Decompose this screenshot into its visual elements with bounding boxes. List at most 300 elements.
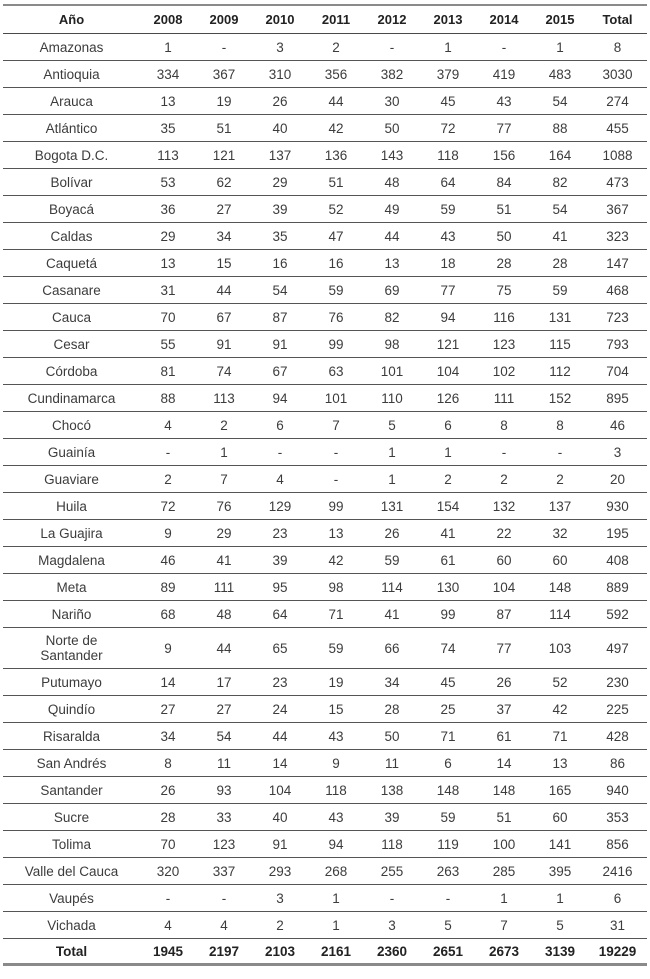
row-label-department: Chocó bbox=[3, 412, 140, 439]
data-cell: 29 bbox=[140, 223, 196, 250]
data-cell: 88 bbox=[140, 385, 196, 412]
data-cell: 2 bbox=[252, 912, 308, 939]
data-cell: 82 bbox=[532, 169, 588, 196]
table-row bbox=[3, 223, 647, 250]
data-cell: 28 bbox=[140, 804, 196, 831]
data-cell: 2 bbox=[140, 466, 196, 493]
data-cell: 164 bbox=[532, 142, 588, 169]
data-cell: 50 bbox=[364, 723, 420, 750]
table-row bbox=[3, 628, 647, 669]
data-cell: 18 bbox=[420, 250, 476, 277]
row-total-cell: 723 bbox=[588, 304, 647, 331]
row-total-cell: 408 bbox=[588, 547, 647, 574]
row-total-cell: 473 bbox=[588, 169, 647, 196]
column-header: 2014 bbox=[489, 12, 519, 27]
data-cell: 9 bbox=[140, 520, 196, 547]
data-cell: 156 bbox=[476, 142, 532, 169]
data-cell: 126 bbox=[420, 385, 476, 412]
data-cell: 6 bbox=[420, 750, 476, 777]
data-cell: 1 bbox=[364, 466, 420, 493]
data-cell: 44 bbox=[196, 277, 252, 304]
column-header: 2009 bbox=[209, 12, 239, 27]
table-row bbox=[3, 601, 647, 628]
data-cell: 131 bbox=[532, 304, 588, 331]
data-cell: 16 bbox=[252, 250, 308, 277]
data-cell: 7 bbox=[476, 912, 532, 939]
data-cell: 5 bbox=[420, 912, 476, 939]
data-cell: 367 bbox=[196, 61, 252, 88]
data-cell: 8 bbox=[532, 412, 588, 439]
data-cell: 59 bbox=[364, 547, 420, 574]
data-cell: 94 bbox=[252, 385, 308, 412]
row-total-cell: 323 bbox=[588, 223, 647, 250]
data-cell: 41 bbox=[196, 547, 252, 574]
data-cell: 76 bbox=[196, 493, 252, 520]
total-row bbox=[3, 939, 647, 965]
data-cell: 19 bbox=[196, 88, 252, 115]
data-cell: 64 bbox=[252, 601, 308, 628]
data-cell: 2 bbox=[196, 412, 252, 439]
table-row bbox=[3, 61, 647, 88]
data-cell: 32 bbox=[532, 520, 588, 547]
data-cell: 82 bbox=[364, 304, 420, 331]
data-cell: 13 bbox=[140, 250, 196, 277]
table-row bbox=[3, 885, 647, 912]
data-cell: 129 bbox=[252, 493, 308, 520]
table-row bbox=[3, 493, 647, 520]
data-cell: 39 bbox=[252, 547, 308, 574]
data-cell: 1 bbox=[420, 34, 476, 61]
data-cell: 22 bbox=[476, 520, 532, 547]
data-cell: - bbox=[140, 439, 196, 466]
data-cell: 15 bbox=[308, 696, 364, 723]
data-cell: 337 bbox=[196, 858, 252, 885]
data-cell: 51 bbox=[476, 804, 532, 831]
row-total-cell: 3 bbox=[588, 439, 647, 466]
data-cell: 33 bbox=[196, 804, 252, 831]
data-cell: 5 bbox=[364, 412, 420, 439]
data-cell: 1 bbox=[420, 439, 476, 466]
data-cell: 113 bbox=[140, 142, 196, 169]
data-cell: 1 bbox=[532, 34, 588, 61]
data-cell: 154 bbox=[420, 493, 476, 520]
data-cell: 137 bbox=[532, 493, 588, 520]
data-cell: 87 bbox=[476, 601, 532, 628]
data-cell: 43 bbox=[308, 723, 364, 750]
grand-total-cell: 19229 bbox=[588, 939, 647, 965]
data-cell: - bbox=[364, 34, 420, 61]
data-cell: 28 bbox=[476, 250, 532, 277]
data-cell: 310 bbox=[252, 61, 308, 88]
row-label-department: Nariño bbox=[3, 601, 140, 628]
data-cell: 53 bbox=[140, 169, 196, 196]
year-total-cell: 2161 bbox=[308, 939, 364, 965]
table-header bbox=[3, 5, 647, 34]
data-cell: 123 bbox=[196, 831, 252, 858]
row-label-department: Bolívar bbox=[3, 169, 140, 196]
table-footer bbox=[3, 939, 647, 965]
data-cell: 4 bbox=[140, 412, 196, 439]
column-header: Total bbox=[602, 12, 633, 27]
data-cell: 131 bbox=[364, 493, 420, 520]
data-cell: 9 bbox=[308, 750, 364, 777]
row-total-cell: 8 bbox=[588, 34, 647, 61]
data-cell: 148 bbox=[532, 574, 588, 601]
data-cell: 2 bbox=[308, 34, 364, 61]
row-label-department: Arauca bbox=[3, 88, 140, 115]
data-cell: 50 bbox=[476, 223, 532, 250]
table-row bbox=[3, 250, 647, 277]
data-cell: 99 bbox=[420, 601, 476, 628]
data-cell: 44 bbox=[364, 223, 420, 250]
row-total-cell: 704 bbox=[588, 358, 647, 385]
data-cell: 24 bbox=[252, 696, 308, 723]
data-cell: 141 bbox=[532, 831, 588, 858]
data-cell: 114 bbox=[364, 574, 420, 601]
data-cell: 88 bbox=[532, 115, 588, 142]
data-cell: 1 bbox=[476, 885, 532, 912]
table-row bbox=[3, 723, 647, 750]
data-cell: 71 bbox=[532, 723, 588, 750]
row-total-cell: 31 bbox=[588, 912, 647, 939]
data-cell: 43 bbox=[420, 223, 476, 250]
data-cell: 121 bbox=[420, 331, 476, 358]
row-label-department: Antioquia bbox=[3, 61, 140, 88]
data-cell: 27 bbox=[196, 196, 252, 223]
data-cell: 59 bbox=[420, 804, 476, 831]
data-cell: 16 bbox=[308, 250, 364, 277]
row-total-cell: 147 bbox=[588, 250, 647, 277]
data-cell: 102 bbox=[476, 358, 532, 385]
data-cell: 14 bbox=[476, 750, 532, 777]
data-cell: 91 bbox=[196, 331, 252, 358]
data-cell: 54 bbox=[252, 277, 308, 304]
data-cell: - bbox=[252, 439, 308, 466]
data-cell: 25 bbox=[420, 696, 476, 723]
data-cell: 4 bbox=[196, 912, 252, 939]
data-cell: 112 bbox=[532, 358, 588, 385]
data-cell: 130 bbox=[420, 574, 476, 601]
row-label-department: Guaviare bbox=[3, 466, 140, 493]
data-cell: 93 bbox=[196, 777, 252, 804]
data-cell: 59 bbox=[532, 277, 588, 304]
data-cell: 148 bbox=[420, 777, 476, 804]
data-cell: 65 bbox=[252, 628, 308, 669]
year-total-cell: 3139 bbox=[532, 939, 588, 965]
data-cell: 26 bbox=[140, 777, 196, 804]
row-total-cell: 940 bbox=[588, 777, 647, 804]
row-label-department: Bogota D.C. bbox=[3, 142, 140, 169]
data-cell: 13 bbox=[532, 750, 588, 777]
year-total-cell: 2673 bbox=[476, 939, 532, 965]
data-cell: 165 bbox=[532, 777, 588, 804]
row-label-department: Putumayo bbox=[3, 669, 140, 696]
data-cell: 87 bbox=[252, 304, 308, 331]
table-row bbox=[3, 466, 647, 493]
data-cell: 41 bbox=[532, 223, 588, 250]
data-cell: 13 bbox=[364, 250, 420, 277]
data-cell: 70 bbox=[140, 831, 196, 858]
data-cell: 11 bbox=[196, 750, 252, 777]
data-cell: 70 bbox=[140, 304, 196, 331]
year-total-cell: 2197 bbox=[196, 939, 252, 965]
data-cell: 40 bbox=[252, 804, 308, 831]
data-cell: 46 bbox=[140, 547, 196, 574]
data-cell: 138 bbox=[364, 777, 420, 804]
column-header: 2013 bbox=[433, 12, 463, 27]
data-cell: 118 bbox=[420, 142, 476, 169]
data-cell: 17 bbox=[196, 669, 252, 696]
data-cell: 356 bbox=[308, 61, 364, 88]
data-cell: - bbox=[364, 885, 420, 912]
data-cell: 94 bbox=[308, 831, 364, 858]
data-cell: - bbox=[476, 34, 532, 61]
data-cell: 1 bbox=[196, 439, 252, 466]
data-cell: 11 bbox=[364, 750, 420, 777]
data-cell: 118 bbox=[308, 777, 364, 804]
row-total-cell: 895 bbox=[588, 385, 647, 412]
data-cell: 61 bbox=[420, 547, 476, 574]
data-cell: 34 bbox=[140, 723, 196, 750]
data-cell: 123 bbox=[476, 331, 532, 358]
table-body bbox=[3, 34, 647, 939]
row-label-department: Risaralda bbox=[3, 723, 140, 750]
data-cell: 4 bbox=[252, 466, 308, 493]
data-cell: 2 bbox=[532, 466, 588, 493]
data-cell: 3 bbox=[252, 34, 308, 61]
row-label-line: Santander bbox=[40, 648, 103, 663]
data-cell: 44 bbox=[252, 723, 308, 750]
row-total-cell: 86 bbox=[588, 750, 647, 777]
row-total-cell: 793 bbox=[588, 331, 647, 358]
data-cell: 1 bbox=[532, 885, 588, 912]
data-cell: 23 bbox=[252, 669, 308, 696]
table-row bbox=[3, 574, 647, 601]
table-row bbox=[3, 169, 647, 196]
row-total-cell: 497 bbox=[588, 628, 647, 669]
row-label-department: Magdalena bbox=[3, 547, 140, 574]
data-cell: 37 bbox=[476, 696, 532, 723]
row-label-department: Meta bbox=[3, 574, 140, 601]
data-cell: 69 bbox=[364, 277, 420, 304]
column-header: 2012 bbox=[377, 12, 407, 27]
data-cell: 7 bbox=[308, 412, 364, 439]
data-cell: 71 bbox=[420, 723, 476, 750]
data-cell: 26 bbox=[476, 669, 532, 696]
table-row bbox=[3, 547, 647, 574]
data-cell: 52 bbox=[532, 669, 588, 696]
year-total-cell: 1945 bbox=[140, 939, 196, 965]
data-cell: 54 bbox=[532, 196, 588, 223]
data-cell: 75 bbox=[476, 277, 532, 304]
table-row bbox=[3, 277, 647, 304]
data-cell: 84 bbox=[476, 169, 532, 196]
data-cell: 19 bbox=[308, 669, 364, 696]
row-label-department: Quindío bbox=[3, 696, 140, 723]
data-cell: 320 bbox=[140, 858, 196, 885]
data-cell: 101 bbox=[308, 385, 364, 412]
row-total-cell: 428 bbox=[588, 723, 647, 750]
data-cell: 67 bbox=[252, 358, 308, 385]
row-label-department: Cauca bbox=[3, 304, 140, 331]
row-total-cell: 225 bbox=[588, 696, 647, 723]
data-table-container bbox=[3, 4, 647, 966]
data-cell: 45 bbox=[420, 669, 476, 696]
row-total-cell: 468 bbox=[588, 277, 647, 304]
data-cell: - bbox=[420, 885, 476, 912]
data-cell: 42 bbox=[532, 696, 588, 723]
data-cell: 41 bbox=[420, 520, 476, 547]
row-label-department: La Guajira bbox=[3, 520, 140, 547]
data-cell: 8 bbox=[140, 750, 196, 777]
data-cell: 3 bbox=[364, 912, 420, 939]
data-cell: - bbox=[140, 885, 196, 912]
data-cell: 44 bbox=[196, 628, 252, 669]
row-total-cell: 274 bbox=[588, 88, 647, 115]
year-total-cell: 2651 bbox=[420, 939, 476, 965]
row-total-cell: 930 bbox=[588, 493, 647, 520]
table-row bbox=[3, 858, 647, 885]
table-row bbox=[3, 412, 647, 439]
data-cell: 111 bbox=[196, 574, 252, 601]
data-cell: 62 bbox=[196, 169, 252, 196]
row-total-cell: 367 bbox=[588, 196, 647, 223]
data-cell: 99 bbox=[308, 331, 364, 358]
data-cell: 3 bbox=[252, 885, 308, 912]
data-cell: - bbox=[196, 34, 252, 61]
data-cell: 99 bbox=[308, 493, 364, 520]
data-cell: 77 bbox=[476, 628, 532, 669]
data-cell: 6 bbox=[252, 412, 308, 439]
data-cell: 72 bbox=[420, 115, 476, 142]
row-label-line: Norte de bbox=[45, 633, 98, 648]
data-cell: 31 bbox=[140, 277, 196, 304]
column-header: 2008 bbox=[153, 12, 183, 27]
data-cell: 263 bbox=[420, 858, 476, 885]
data-cell: 68 bbox=[140, 601, 196, 628]
data-cell: 27 bbox=[196, 696, 252, 723]
row-label-department: Atlántico bbox=[3, 115, 140, 142]
data-cell: 119 bbox=[420, 831, 476, 858]
table-row bbox=[3, 912, 647, 939]
row-total-cell: 1088 bbox=[588, 142, 647, 169]
row-total-cell: 455 bbox=[588, 115, 647, 142]
row-total-cell: 889 bbox=[588, 574, 647, 601]
data-cell: 98 bbox=[364, 331, 420, 358]
year-total-cell: 2103 bbox=[252, 939, 308, 965]
data-cell: 15 bbox=[196, 250, 252, 277]
data-cell: 49 bbox=[364, 196, 420, 223]
row-label-department: Huila bbox=[3, 493, 140, 520]
department-year-table bbox=[3, 4, 647, 966]
data-cell: 103 bbox=[532, 628, 588, 669]
data-cell: 77 bbox=[476, 115, 532, 142]
row-total-cell: 3030 bbox=[588, 61, 647, 88]
data-cell: 4 bbox=[140, 912, 196, 939]
data-cell: 1 bbox=[308, 885, 364, 912]
data-cell: 60 bbox=[532, 804, 588, 831]
data-cell: 77 bbox=[420, 277, 476, 304]
data-cell: 74 bbox=[196, 358, 252, 385]
data-cell: 64 bbox=[420, 169, 476, 196]
table-row bbox=[3, 142, 647, 169]
year-total-cell: 2360 bbox=[364, 939, 420, 965]
data-cell: 89 bbox=[140, 574, 196, 601]
data-cell: 43 bbox=[308, 804, 364, 831]
data-cell: 132 bbox=[476, 493, 532, 520]
row-label-department: Caquetá bbox=[3, 250, 140, 277]
data-cell: 27 bbox=[140, 696, 196, 723]
data-cell: 2 bbox=[476, 466, 532, 493]
data-cell: 42 bbox=[308, 115, 364, 142]
data-cell: 61 bbox=[476, 723, 532, 750]
data-cell: 104 bbox=[252, 777, 308, 804]
table-row bbox=[3, 520, 647, 547]
data-cell: - bbox=[308, 466, 364, 493]
data-cell: 101 bbox=[364, 358, 420, 385]
data-cell: 13 bbox=[140, 88, 196, 115]
data-cell: 148 bbox=[476, 777, 532, 804]
data-cell: 14 bbox=[252, 750, 308, 777]
table-row bbox=[3, 385, 647, 412]
data-cell: 34 bbox=[196, 223, 252, 250]
data-cell: 66 bbox=[364, 628, 420, 669]
data-cell: 13 bbox=[308, 520, 364, 547]
data-cell: 35 bbox=[252, 223, 308, 250]
data-cell: 51 bbox=[196, 115, 252, 142]
header-row bbox=[3, 5, 647, 34]
data-cell: 483 bbox=[532, 61, 588, 88]
data-cell: 26 bbox=[364, 520, 420, 547]
data-cell: 143 bbox=[364, 142, 420, 169]
data-cell: 152 bbox=[532, 385, 588, 412]
data-cell: 419 bbox=[476, 61, 532, 88]
row-total-cell: 2416 bbox=[588, 858, 647, 885]
data-cell: 9 bbox=[140, 628, 196, 669]
row-label-department: Amazonas bbox=[3, 34, 140, 61]
table-row bbox=[3, 358, 647, 385]
row-total-cell: 195 bbox=[588, 520, 647, 547]
data-cell: 51 bbox=[476, 196, 532, 223]
data-cell: 60 bbox=[476, 547, 532, 574]
data-cell: 48 bbox=[196, 601, 252, 628]
data-cell: 26 bbox=[252, 88, 308, 115]
row-total-cell: 592 bbox=[588, 601, 647, 628]
table-row bbox=[3, 88, 647, 115]
row-total-cell: 230 bbox=[588, 669, 647, 696]
data-cell: 334 bbox=[140, 61, 196, 88]
data-cell: 39 bbox=[364, 804, 420, 831]
data-cell: 36 bbox=[140, 196, 196, 223]
table-row bbox=[3, 304, 647, 331]
table-row bbox=[3, 804, 647, 831]
data-cell: 100 bbox=[476, 831, 532, 858]
row-total-cell: 20 bbox=[588, 466, 647, 493]
row-total-cell: 353 bbox=[588, 804, 647, 831]
data-cell: - bbox=[196, 885, 252, 912]
data-cell: 39 bbox=[252, 196, 308, 223]
data-cell: 285 bbox=[476, 858, 532, 885]
row-total-cell: 46 bbox=[588, 412, 647, 439]
table-row bbox=[3, 696, 647, 723]
data-cell: 52 bbox=[308, 196, 364, 223]
data-cell: 1 bbox=[140, 34, 196, 61]
data-cell: 14 bbox=[140, 669, 196, 696]
data-cell: - bbox=[532, 439, 588, 466]
row-label-department bbox=[3, 628, 140, 669]
row-label-department: Tolima bbox=[3, 831, 140, 858]
data-cell: 54 bbox=[532, 88, 588, 115]
